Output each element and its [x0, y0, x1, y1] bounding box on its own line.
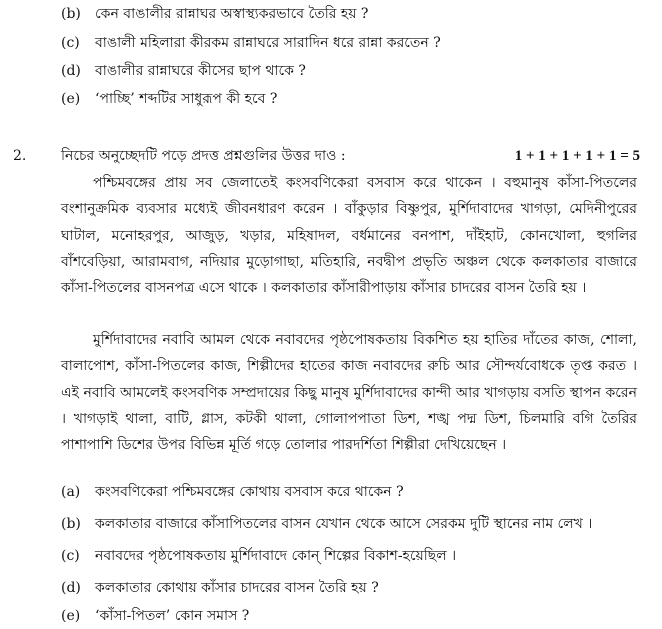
- question-label: (c): [61, 548, 80, 564]
- question-text: বাঙালীর রান্নাঘরে কীসের ছাপ থাকে ?: [95, 63, 306, 79]
- question-text: বাঙালী মহিলারা কীরকম রান্নাঘরে সারাদিন ধরে রান্না করতেন ?: [95, 35, 441, 51]
- question-text: কলকাতার কোথায় কাঁসার চাদরের বাসন তৈরি হয় ?: [95, 580, 379, 596]
- question-label: (d): [61, 63, 81, 79]
- question-text: কলকাতার বাজারে কাঁসাপিতলের বাসন যেখান থেকে আসে সেরকম দুটি স্থানের নাম লেখ ।: [95, 516, 593, 532]
- question-label: (d): [61, 580, 81, 596]
- question-text: কংসবণিকেরা পশ্চিমবঙ্গের কোথায় বসবাস করে থাকেন ?: [95, 484, 404, 500]
- passage-paragraph-2: মুর্শিদাবাদের নবাবি আমল থেকে নবাবদের পৃষ্ঠপোষকতায় বিকশিত হয় হাতির দাঁতের কাজ, শোলা, বালাপোশ, কাঁসা-পিতলের কাজ, শিল্পীদের হাতের কাজ নবাবদের রুচি আর সৌন্দর্যবোধকে তৃপ্ত করত । এই নবাবি আমলেই কংসবণিক সম্প্রদায়ের কিছু মানুষ মুর্শিদাবাদের কান্দী আর খাগড়ায় বসতি স্থাপন করেন । খাগড়াই থালা, বাটি, গ্লাস, কটকী থালা, গোলাপপাতা ডিশ, শঙ্খ পদ্ম ডিশ, চিলমারি বগি তৈরির পাশাপাশি ডিশের উপর বিভিন্ন মূর্তি গড়ে তোলার পারদর্শিতা শিল্পীরা দেখিয়েছেন ।: [61, 332, 637, 454]
- question-number: 2.: [13, 148, 27, 164]
- question-instruction: নিচের অনুচ্ছেদটি পড়ে প্রদত্ত প্রশ্নগুলির উত্তর দাও :: [61, 148, 346, 164]
- question-label: (e): [61, 91, 81, 107]
- question-text: কেন বাঙালীর রান্নাঘর অস্বাস্থ্যকরভাবে তৈরি হয় ?: [95, 6, 369, 22]
- passage-paragraph-1: পশ্চিমবঙ্গের প্রায় সব জেলাতেই কংসবণিকেরা বসবাস করে থাকেন । বহুমানুষ কাঁসা-পিতলের বংশানুক্রমিক ব্যবসার মধ্যেই জীবনধারণ করেন । বাঁকুড়ার বিষ্ণুপুর, মুর্শিদাবাদের খাগড়া, মেদিনীপুরের ঘাটাল, মনোহরপুর, আজুড়, খড়ার, মহিষাদল, বর্ধমানের বনপাশ, দাঁইহাট, কোনখোলা, হুগলির বাঁশবেড়িয়া, আরামবাগ, নদিয়ার মুড়োগাছা, মতিহারি, নবদ্বীপ প্রভৃতি অঞ্চল থেকে কলকাতার বাজারে কাঁসা-পিতলের বাসনপত্র এসে থাকে । কলকাতার কাঁসারীপাড়ায় কাঁসার চাদরের বাসন তৈরি হয় ।: [61, 175, 637, 297]
- question-label: (b): [61, 516, 81, 532]
- question-label: (c): [61, 35, 80, 51]
- question-label: (b): [61, 6, 81, 22]
- marks-breakdown: 1 + 1 + 1 + 1 + 1 = 5: [514, 148, 640, 164]
- question-text: নবাবদের পৃষ্ঠপোষকতায় মুর্শিদাবাদে কোন্‌ শিল্পের বিকাশ-হয়েছিল ।: [95, 548, 457, 564]
- question-label: (e): [61, 608, 81, 624]
- question-text: ‘পাচ্ছি’ শব্দটির সাধুরূপ কী হবে ?: [95, 91, 278, 107]
- question-text: ‘কাঁসা-পিতল’ কোন সমাস ?: [95, 608, 250, 624]
- question-label: (a): [61, 484, 81, 500]
